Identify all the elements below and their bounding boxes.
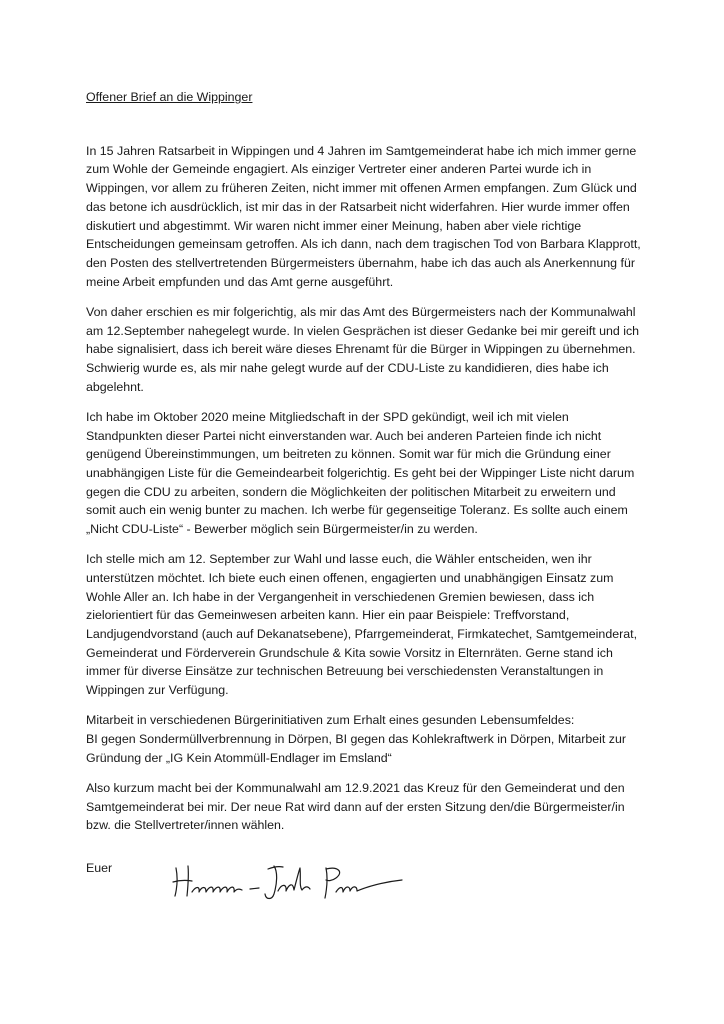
paragraph-citizen-initiatives: Mitarbeit in verschiedenen Bürgerinitiativen zum Erhalt eines gesunden Lebensumfeldes: BI gegen Sondermüllverbrennung in Dörpen, BI gegen das Kohlekraftwerk in Dörpen, Mitarbeit zur Gründung der „IG Kein Atommüll-Endlager im Emsland“	[86, 713, 626, 765]
letter-title: Offener Brief an die Wippinger	[86, 90, 253, 104]
paragraph-council-work: In 15 Jahren Ratsarbeit in Wippingen und 4 Jahren im Samtgemeinderat habe ich mich immer gerne zum Wohle der Gemeinde engagiert. Als einziger Vertreter einer anderen Partei wurde ich in Wippingen, vor allem zu früheren Zeiten, nicht immer mit offenen Armen empfangen. Zum Glück und das betone ich ausdrücklich, ist mir das in der Ratsarbeit nicht widerfahren. Hier wurde immer offen diskutiert und abgestimmt. Wir waren nicht immer einer Meinung, haben aber viele richtige Entscheidungen gemeinsam getroffen. Als ich dann, nach dem tragischen Tod von Barbara Klapprott, den Posten des stellvertretenden Bürgermeisters übernahm, habe ich das auch als Anerkennung für meine Arbeit empfunden und das Amt gerne ausgeführt.	[86, 143, 641, 289]
closing-greeting: Euer	[86, 861, 113, 876]
letter-body	[86, 88, 646, 878]
handwritten-signature	[170, 856, 410, 906]
paragraph-vote-call: Also kurzum macht bei der Kommunalwahl am 12.9.2021 das Kreuz für den Gemeinderat und den Samtgemeinderat bei mir. Der neue Rat wird dann auf der ersten Sitzung den/die Bürgermeister/in bzw. die Stellvertreter/innen wählen.	[86, 781, 625, 833]
paragraph-independent-list: Ich habe im Oktober 2020 meine Mitgliedschaft in der SPD gekündigt, weil ich mit vielen Standpunkten dieser Partei nicht einverstanden war. Auch bei anderen Parteien finde ich nicht genügend Übereinstimmungen, um beitreten zu können. Somit war für mich die Gründung einer unabhängigen Liste für die Gemeindearbeit folgerichtig. Es geht bei der Wippinger Liste nicht darum gegen die CDU zu arbeiten, sondern die Möglichkeiten der politischen Mitarbeit zu erweitern und somit auch ein wenig bunter zu machen. Ich werbe für gegenseitige Toleranz. Es sollte auch einem „Nicht CDU-Liste“ - Bewerber möglich sein Bürgermeister/in zu werden.	[86, 409, 635, 537]
paragraph-candidacy: Ich stelle mich am 12. September zur Wahl und lasse euch, die Wähler entscheiden, wen ihr unterstützen möchtet. Ich biete euch einen offenen, engagierten und unabhängigen Einsatz zum Wohle Aller an. Ich habe in der Vergangenheit in verschiedenen Gremien bewiesen, dass ich zielorientiert für das Gemeinwesen arbeiten kann. Hier ein paar Beispiele: Treffvorstand, Landjugendvorstand (auch auf Dekanatsebene), Pfarrgemeinderat, Firmkatechet, Samtgemeinderat, Gemeinderat und Förderverein Grundschule & Kita sowie Vorsitz in Elternräten. Gerne stand ich immer für diverse Einsätze zur technischen Betreuung bei verschiedensten Veranstaltungen in Wippingen zur Verfügung.	[86, 552, 638, 698]
paragraph-mayor-offer: Von daher erschien es mir folgerichtig, als mir das Amt des Bürgermeisters nach der Kommunalwahl am 12.September nahegelegt wurde. In vielen Gesprächen ist dieser Gedanke bei mir gereift und ich habe signalisiert, dass ich bereit wäre dieses Ehrenamt für die Bürger in Wippingen zu übernehmen. Schwierig wurde es, als mir nahe gelegt wurde auf der CDU-Liste zu kandidieren, dies habe ich abgelehnt.	[86, 304, 640, 394]
